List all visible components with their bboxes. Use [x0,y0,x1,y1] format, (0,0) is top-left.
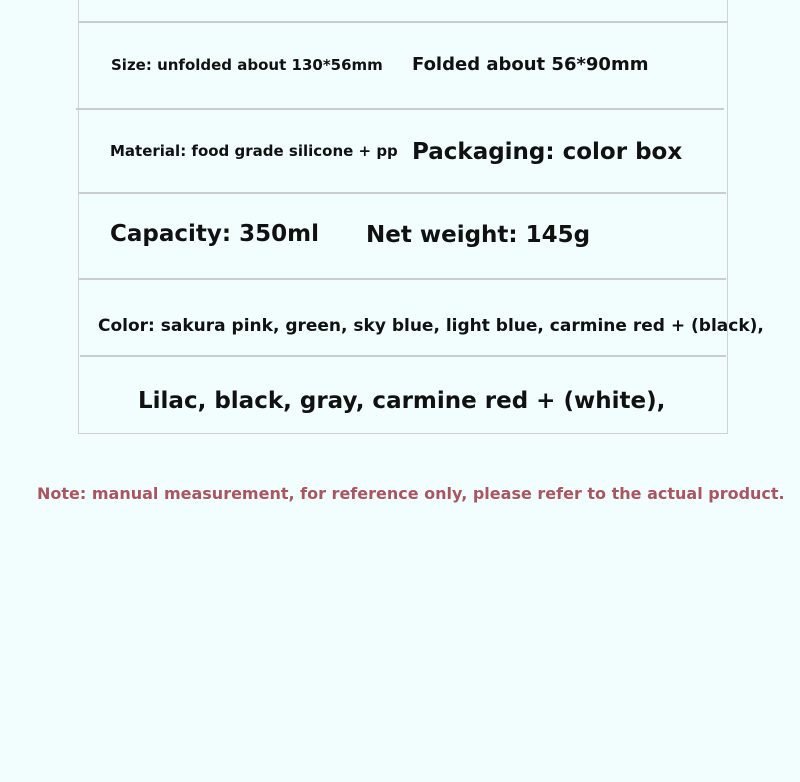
row-divider [78,21,728,23]
disclaimer-note: Note: manual measurement, for reference only, please refer to the actual product. [37,484,785,503]
color-list-line-2: Lilac, black, gray, carmine red + (white), [138,388,666,414]
net-weight-spec: Net weight: 145g [366,222,591,248]
capacity-spec: Capacity: 350ml [110,221,319,247]
folded-spec: Folded about 56*90mm [412,54,649,75]
packaging-spec: Packaging: color box [412,139,683,165]
row-divider [78,278,726,280]
row-divider [80,355,726,357]
row-divider [76,108,724,110]
material-spec: Material: food grade silicone + pp [110,142,398,160]
color-list-line-1: Color: sakura pink, green, sky blue, light blue, carmine red + (black), [98,316,764,336]
size-spec: Size: unfolded about 130*56mm [111,56,383,74]
row-divider [78,192,726,194]
